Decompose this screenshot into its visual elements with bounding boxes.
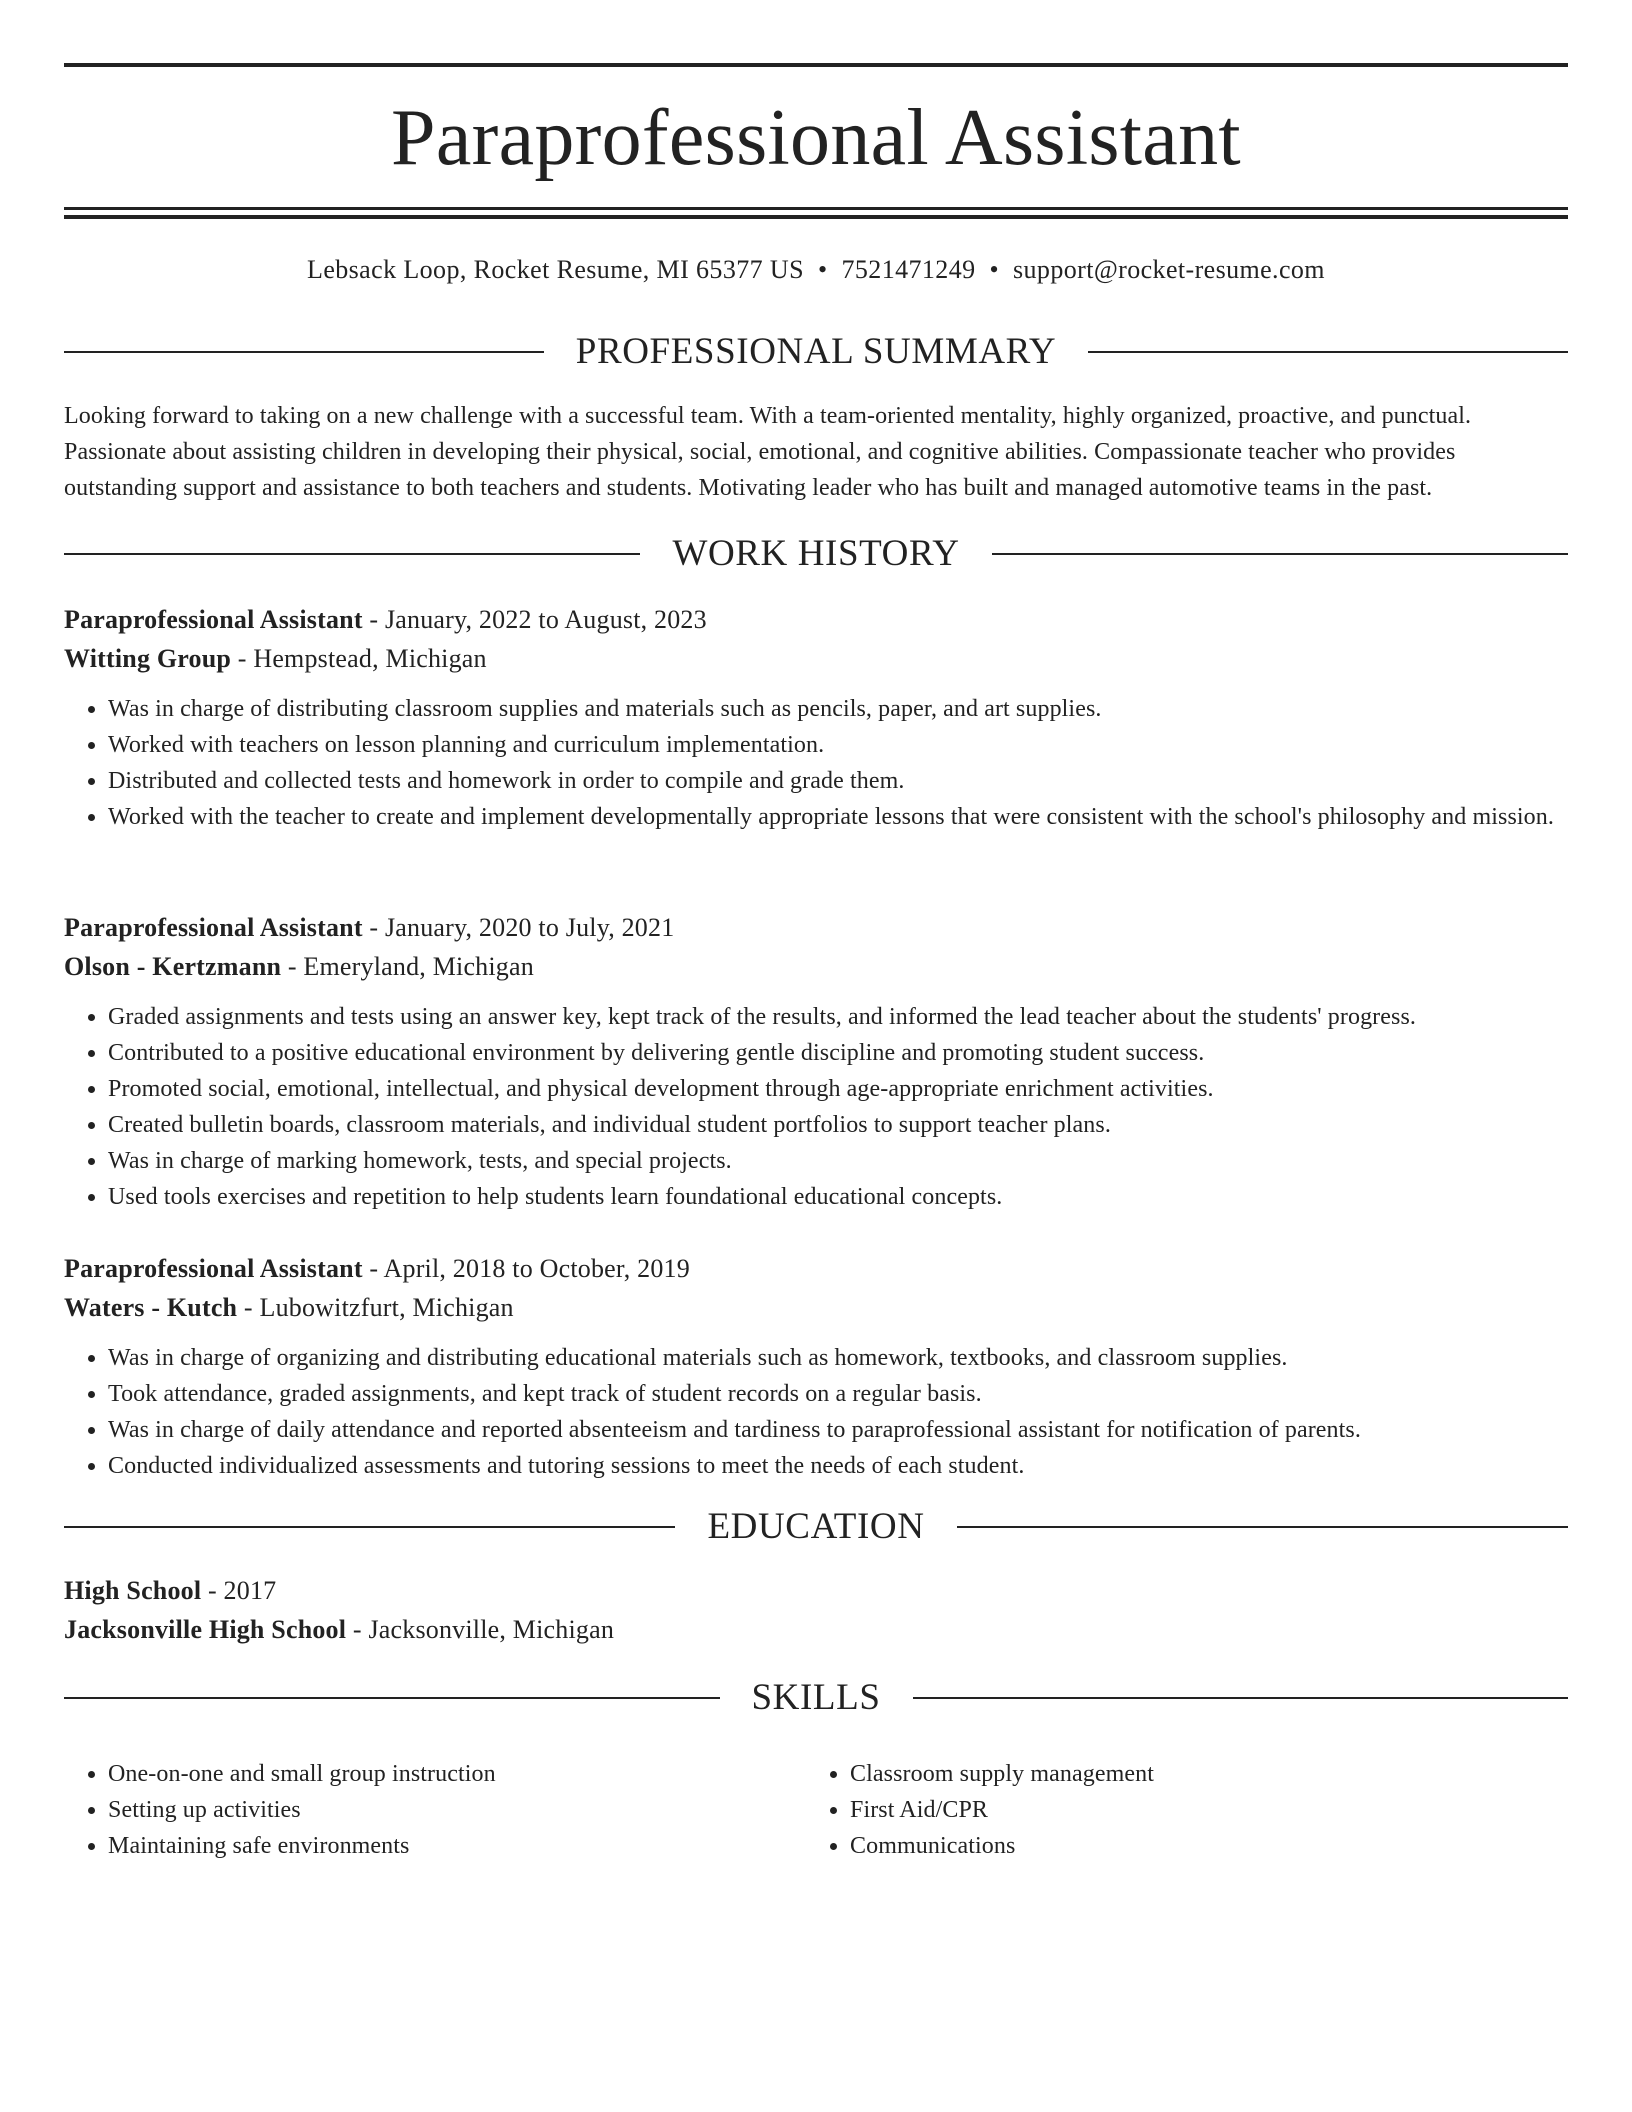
- education-year: - 2017: [201, 1576, 277, 1605]
- summary-text: Looking forward to taking on a new challenge with a successful team. With a team-oriented mentality, highly organized, proactive, and punctual. Passionate about assisting children in developing their physical, social, emotional, and cognitive abilities. Compassionate teacher who provides outstanding support and assistance to both teachers and students. Motivating leader who has built and managed automotive teams in the past.: [64, 403, 1472, 501]
- list-item: • Was in charge of marking homework, tests, and special projects.: [108, 1143, 1568, 1179]
- job-dates: - January, 2020 to July, 2021: [362, 913, 675, 942]
- job-location: - Lubowitzfurt, Michigan: [237, 1293, 514, 1322]
- heading-rule-right: [957, 1526, 1568, 1528]
- job-title-line: [64, 1249, 1568, 1288]
- job-company-line: [64, 947, 1568, 986]
- education-section-heading: [64, 1502, 1568, 1552]
- list-item: • Was in charge of distributing classroom supplies and materials such as pencils, paper, and art supplies.: [108, 691, 1568, 727]
- job-title: Paraprofessional Assistant: [64, 913, 363, 942]
- heading-rule-left: [64, 1526, 675, 1528]
- list-item: • Promoted social, emotional, intellectual, and physical development through age-appropriate enrichment activities.: [108, 1071, 1568, 1107]
- job-location: - Emeryland, Michigan: [281, 952, 534, 981]
- heading-rule-left: [64, 1697, 720, 1699]
- summary-heading-label: PROFESSIONAL SUMMARY: [575, 331, 1057, 372]
- contact-address: Lebsack Loop, Rocket Resume, MI 65377 US: [307, 255, 804, 284]
- job-title-line: [64, 908, 1568, 947]
- list-item: • Contributed to a positive educational environment by delivering gentle discipline and promoting student success.: [108, 1035, 1568, 1071]
- education-school-line: [64, 1610, 1568, 1649]
- title-rule-lower: [64, 215, 1568, 219]
- skills-list: [64, 1756, 1568, 1864]
- education-school: Jacksonville High School: [64, 1615, 347, 1644]
- job-bullets: [64, 1340, 1568, 1484]
- list-item: • Distributed and collected tests and homework in order to compile and grade them.: [108, 763, 1568, 799]
- list-item: • First Aid/CPR: [850, 1792, 1548, 1828]
- skills-heading-label: SKILLS: [751, 1677, 881, 1718]
- heading-rule-left: [64, 553, 640, 555]
- list-item: • Setting up activities: [108, 1792, 806, 1828]
- education-entry: [64, 1571, 1568, 1649]
- list-item: • Classroom supply management: [850, 1756, 1548, 1792]
- heading-rule-right: [1088, 351, 1568, 353]
- job-title: Paraprofessional Assistant: [64, 1254, 363, 1283]
- job-company-line: [64, 1288, 1568, 1327]
- skills-column-left: [64, 1756, 806, 1864]
- title-rule-upper: [64, 207, 1568, 210]
- heading-rule-right: [992, 553, 1568, 555]
- job-dates: - January, 2022 to August, 2023: [362, 605, 707, 634]
- list-item: • Maintaining safe environments: [108, 1828, 806, 1864]
- job-bullets: [64, 691, 1568, 835]
- job-entry: [64, 908, 1568, 1215]
- list-item: • Took attendance, graded assignments, and kept track of student records on a regular basis.: [108, 1376, 1568, 1412]
- list-item: • Created bulletin boards, classroom materials, and individual student portfolios to support teacher plans.: [108, 1107, 1568, 1143]
- top-rule: [64, 63, 1568, 67]
- job-company-line: [64, 639, 1568, 678]
- list-item: • Used tools exercises and repetition to help students learn foundational educational concepts.: [108, 1179, 1568, 1215]
- job-company: Olson - Kertzmann: [64, 952, 282, 981]
- job-location: - Hempstead, Michigan: [231, 644, 487, 673]
- work-heading-label: WORK HISTORY: [672, 533, 960, 574]
- job-entry: [64, 600, 1568, 835]
- list-item: • Worked with the teacher to create and implement developmentally appropriate lessons that were consistent with the school's philosophy and mission.: [108, 799, 1568, 835]
- heading-rule-right: [913, 1697, 1569, 1699]
- education-location: - Jacksonville, Michigan: [346, 1615, 615, 1644]
- list-item: • Was in charge of organizing and distributing educational materials such as homework, textbooks, and classroom supplies.: [108, 1340, 1568, 1376]
- job-entry: [64, 1249, 1568, 1484]
- list-item: • Worked with teachers on lesson planning and curriculum implementation.: [108, 727, 1568, 763]
- contact-separator: •: [989, 255, 1000, 284]
- education-degree: High School: [64, 1576, 202, 1605]
- list-item: • Communications: [850, 1828, 1548, 1864]
- job-title: Paraprofessional Assistant: [64, 605, 363, 634]
- education-heading-label: EDUCATION: [707, 1506, 925, 1547]
- skills-column-right: [806, 1756, 1548, 1864]
- contact-email: support@rocket-resume.com: [1013, 255, 1325, 284]
- list-item: • Was in charge of daily attendance and reported absenteeism and tardiness to paraprofessional assistant for notification of parents.: [108, 1412, 1568, 1448]
- job-title-line: [64, 600, 1568, 639]
- contact-separator: •: [817, 255, 828, 284]
- contact-phone: 7521471249: [841, 255, 976, 284]
- education-degree-line: [64, 1571, 1568, 1610]
- resume-title: Paraprofessional Assistant: [391, 94, 1241, 182]
- list-item: • Conducted individualized assessments and tutoring sessions to meet the needs of each student.: [108, 1448, 1568, 1484]
- skills-section-heading: [64, 1673, 1568, 1723]
- work-section-heading: [64, 529, 1568, 579]
- job-bullets: [64, 999, 1568, 1215]
- job-dates: - April, 2018 to October, 2019: [362, 1254, 690, 1283]
- list-item: • One-on-one and small group instruction: [108, 1756, 806, 1792]
- job-company: Witting Group: [64, 644, 232, 673]
- list-item: • Graded assignments and tests using an answer key, kept track of the results, and informed the lead teacher about the students' progress.: [108, 999, 1568, 1035]
- job-company: Waters - Kutch: [64, 1293, 238, 1322]
- heading-rule-left: [64, 351, 544, 353]
- summary-section-heading: [64, 327, 1568, 377]
- contact-line: [64, 252, 1568, 288]
